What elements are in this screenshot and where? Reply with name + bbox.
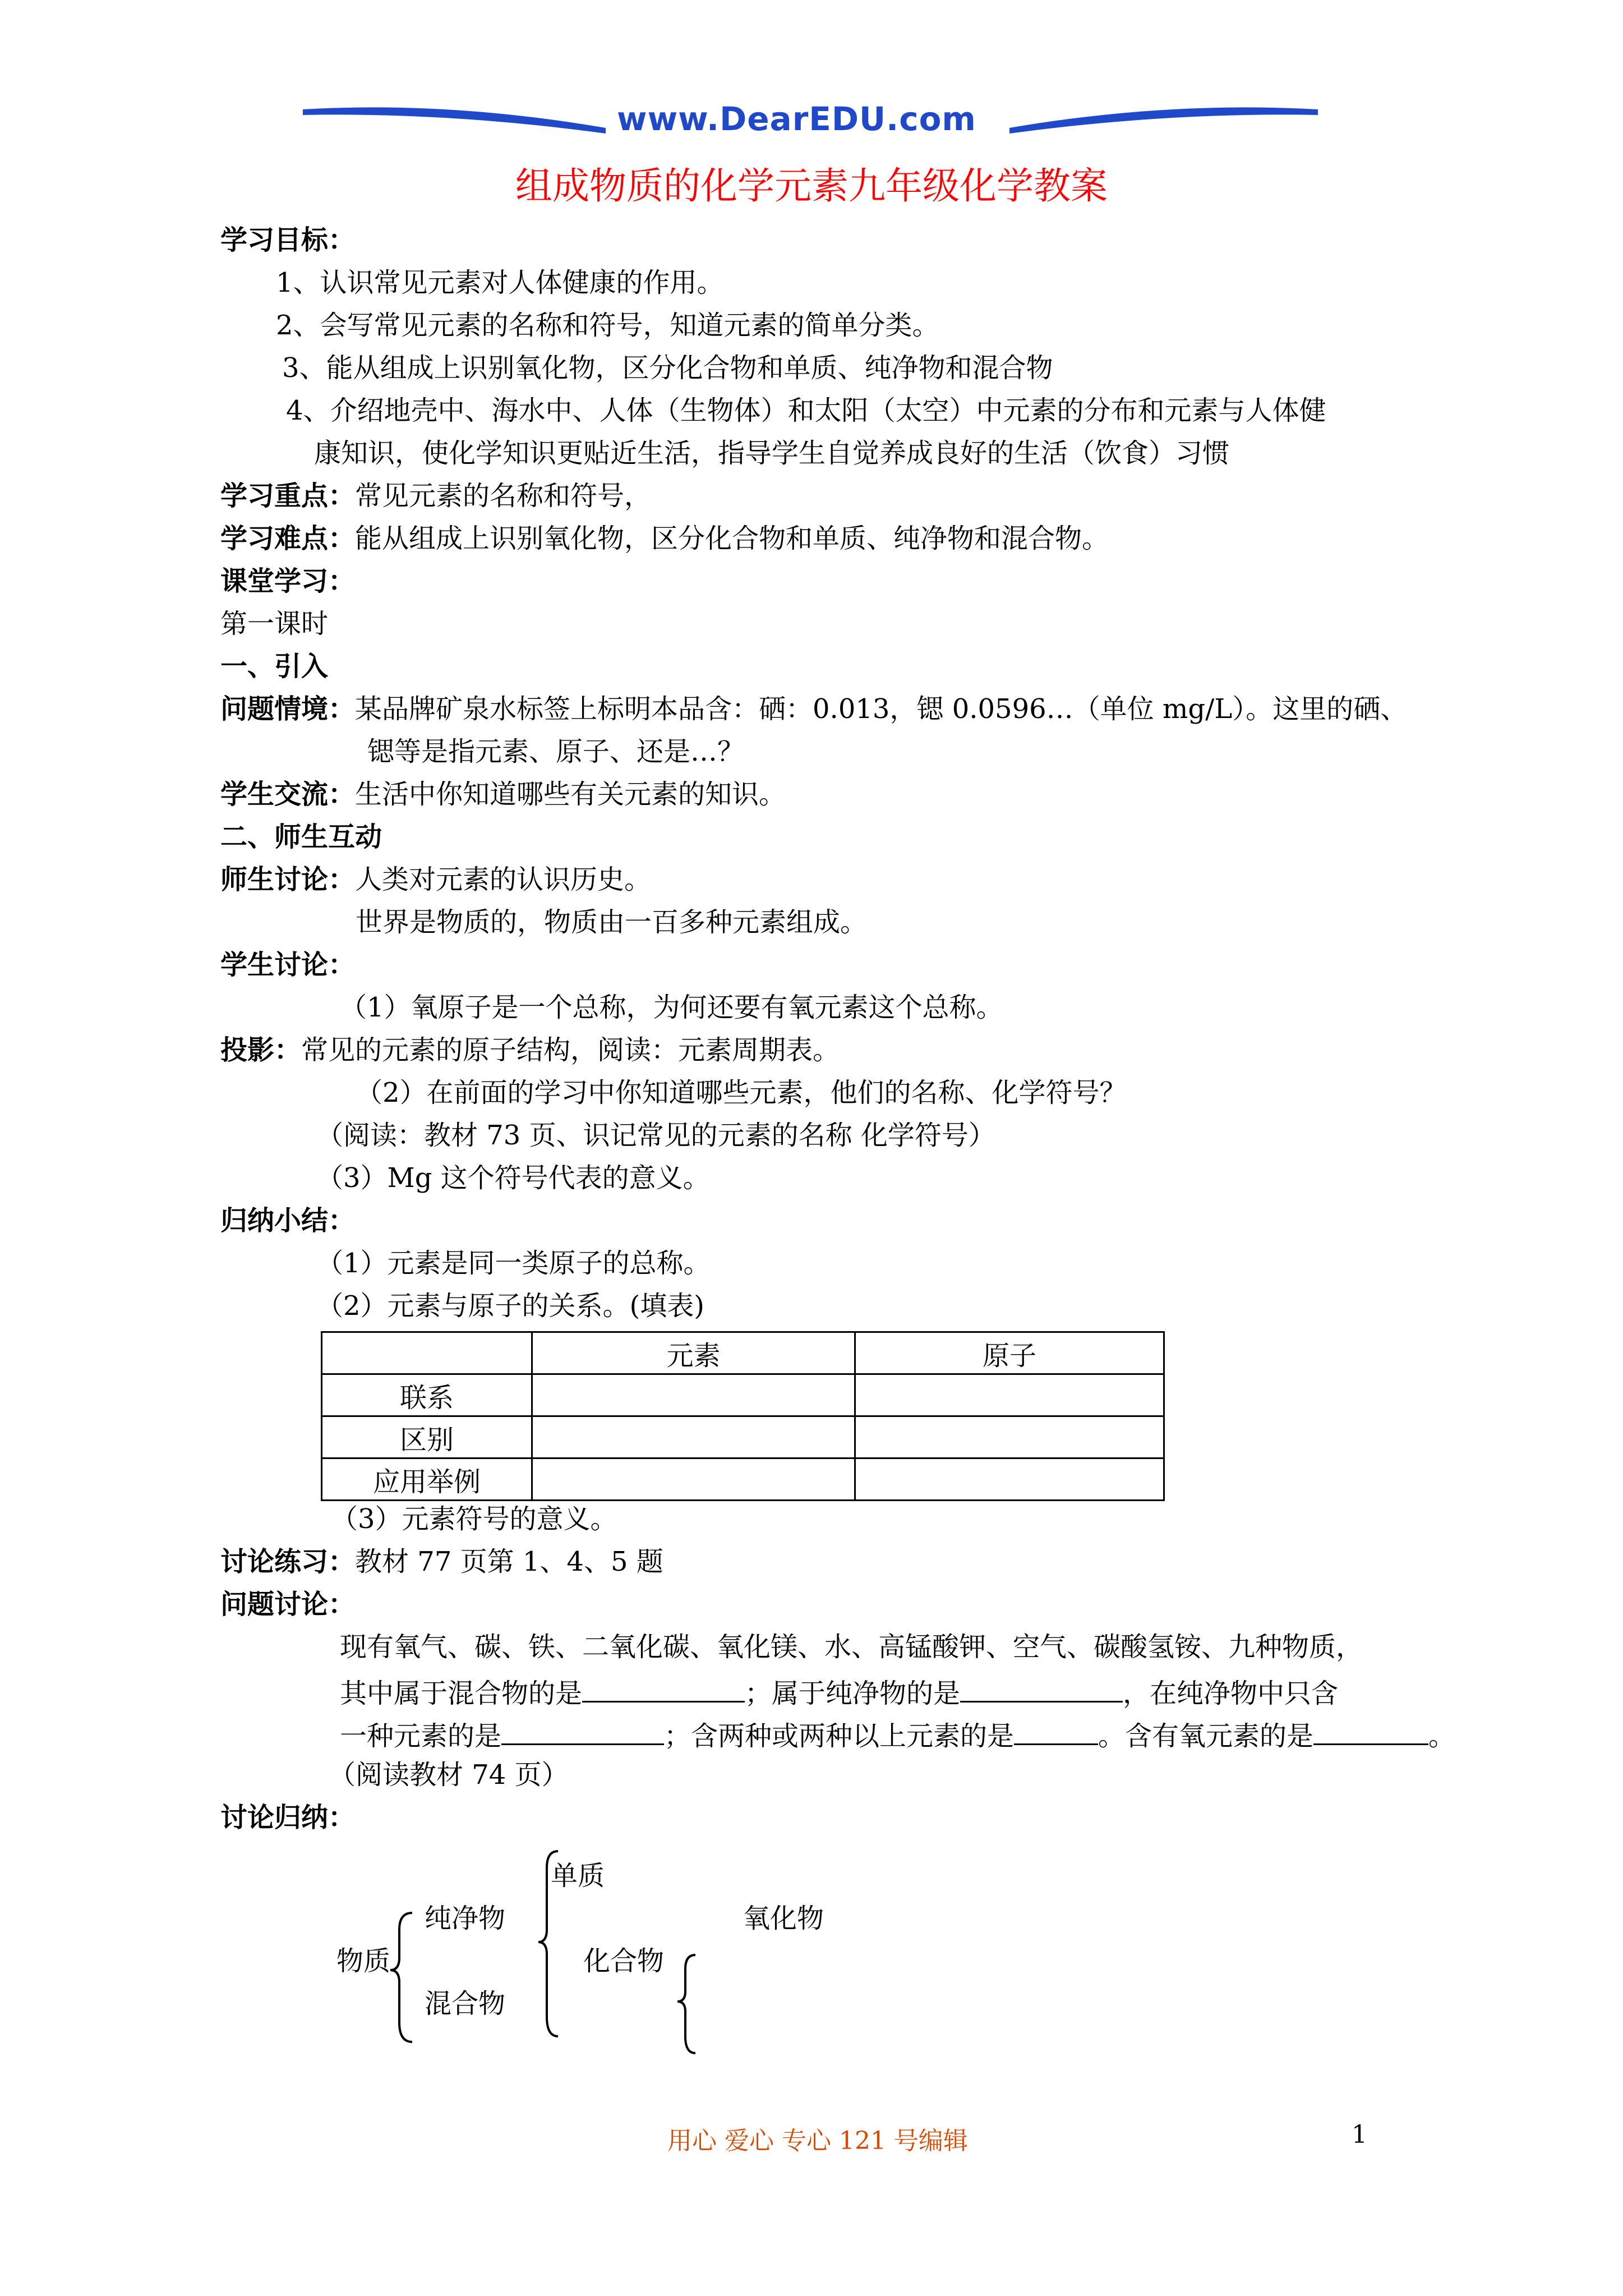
summary-1: （1）元素是同一类原子的总称。 [316, 1248, 711, 1279]
exchange [220, 779, 786, 810]
table-cell[interactable] [855, 1458, 1164, 1501]
table-cell[interactable] [855, 1416, 1164, 1458]
footer-text: 用心 爱心 专心 121 号编辑 [667, 2127, 968, 2155]
question-line-1: 现有氧气、碳、铁、二氧化碳、氧化镁、水、高锰酸钾、空气、碳酸氢铵、九种物质， [340, 1631, 1363, 1663]
blank-oxygen[interactable] [1313, 1717, 1428, 1745]
table-cell[interactable] [532, 1458, 855, 1501]
question-3: （3）Mg 这个符号代表的意义。 [316, 1162, 710, 1194]
brace-substance [390, 1913, 412, 2042]
node-pure: 纯净物 [425, 1903, 506, 1934]
difficulty-label: 学习难点： [220, 523, 356, 554]
row-label: 区别 [322, 1416, 532, 1458]
question-line-3 [340, 1717, 1455, 1752]
objective-item: 4、介绍地壳中、海水中、人体（生物体）和太阳（太空）中元素的分布和元素与人体健 [286, 395, 1326, 426]
question-text: ；属于纯净物的是 [745, 1678, 961, 1709]
question-1: （1）氧原子是一个总称，为何还要有氧元素这个总称。 [340, 992, 1003, 1023]
key-point-label: 学习重点： [220, 480, 356, 512]
summary-2: （2）元素与原子的关系。(填表) [316, 1290, 704, 1322]
question-text: 一种元素的是 [340, 1720, 502, 1752]
table-header: 原子 [855, 1332, 1164, 1374]
table-header: 元素 [532, 1332, 855, 1374]
table-cell[interactable] [532, 1416, 855, 1458]
objective-item: 1、认识常见元素对人体健康的作用。 [276, 267, 724, 298]
node-oxide: 氧化物 [743, 1903, 824, 1934]
practice-label: 讨论练习： [220, 1546, 356, 1577]
element-atom-table [321, 1331, 1165, 1501]
node-compound: 化合物 [583, 1945, 665, 1977]
page-title: 组成物质的化学元素九年级化学教案 [515, 164, 1108, 208]
node-element-substance: 单质 [551, 1860, 605, 1892]
row-label: 应用举例 [322, 1458, 532, 1501]
projection [220, 1034, 840, 1066]
world-text: 世界是物质的，物质由一百多种元素组成。 [356, 907, 868, 938]
key-point-text: 常见元素的名称和符号， [355, 480, 652, 512]
student-discussion-label: 学生讨论： [220, 949, 356, 981]
exchange-label: 学生交流： [220, 779, 356, 810]
question-text: 其中属于混合物的是 [340, 1678, 583, 1709]
table-row [322, 1374, 1164, 1416]
summary-3: （3）元素符号的意义。 [331, 1503, 617, 1535]
practice [220, 1546, 663, 1577]
question-text: 。 [1428, 1720, 1456, 1752]
header-banner [0, 0, 1623, 168]
node-substance: 物质 [336, 1945, 391, 1977]
table-row [322, 1458, 1164, 1501]
node-mixture: 混合物 [425, 1988, 506, 2019]
summary-label: 归纳小结： [220, 1205, 356, 1236]
discussion-text: 人类对元素的认识历史。 [355, 864, 652, 895]
site-logo: www.DearEDU.com [617, 100, 976, 138]
brace-compound [677, 1955, 695, 2053]
table-header-row [322, 1332, 1164, 1374]
key-point [220, 480, 651, 512]
exchange-text: 生活中你知道哪些有关元素的知识。 [355, 779, 786, 810]
table-cell[interactable] [855, 1374, 1164, 1416]
question-text: ，在纯净物中只含 [1123, 1678, 1339, 1709]
table-row [322, 1416, 1164, 1458]
reading-note: （阅读：教材 73 页、识记常见的元素的名称 化学符号） [316, 1120, 995, 1151]
scenario-text-cont: 锶等是指元素、原子、还是…？ [367, 736, 745, 767]
classroom-heading: 课堂学习： [220, 565, 356, 597]
objective-item: 康知识，使化学知识更贴近生活，指导学生自觉养成良好的生活（饮食）习惯 [314, 438, 1230, 469]
intro-heading: 一、引入 [220, 651, 329, 682]
table-cell[interactable] [532, 1374, 855, 1416]
conclusion-label: 讨论归纳： [220, 1802, 356, 1833]
projection-label: 投影： [220, 1034, 302, 1066]
lesson-label: 第一课时 [220, 608, 329, 639]
blank-one-element[interactable] [501, 1717, 664, 1745]
interaction-heading: 二、师生互动 [220, 821, 382, 853]
question-label: 问题讨论： [220, 1589, 356, 1620]
question-line-2 [340, 1674, 1338, 1709]
question-text: ；含两种或两种以上元素的是 [664, 1720, 1015, 1752]
page-number: 1 [1352, 2120, 1367, 2149]
scenario-label: 问题情境： [220, 693, 356, 725]
row-label: 联系 [322, 1374, 532, 1416]
blank-pure[interactable] [960, 1674, 1123, 1703]
practice-text: 教材 77 页第 1、4、5 题 [355, 1546, 663, 1577]
projection-text: 常见的元素的原子结构，阅读：元素周期表。 [301, 1034, 840, 1066]
scenario-text: 某品牌矿泉水标签上标明本品含：硒：0.013，锶 0.0596…（单位 mg/L）。这里的硒、 [355, 693, 1408, 725]
discussion [220, 864, 651, 895]
question-reading: （阅读教材 74 页） [329, 1759, 569, 1791]
discussion-label: 师生讨论： [220, 864, 356, 895]
blank-multi-element[interactable] [1014, 1717, 1098, 1745]
difficulty-text: 能从组成上识别氧化物，区分化合物和单质、纯净物和混合物。 [355, 523, 1109, 554]
objective-item: 3、能从组成上识别氧化物，区分化合物和单质、纯净物和混合物 [282, 352, 1053, 384]
difficulty [220, 523, 1109, 554]
question-text: 。含有氧元素的是 [1098, 1720, 1314, 1752]
objective-item: 2、会写常见元素的名称和符号，知道元素的简单分类。 [276, 310, 939, 341]
question-2: （2）在前面的学习中你知道哪些元素，他们的名称、化学符号？ [356, 1077, 1127, 1108]
blank-mixture[interactable] [582, 1674, 745, 1703]
objectives-heading: 学习目标： [220, 224, 356, 256]
table-header [322, 1332, 532, 1374]
scenario [220, 693, 1407, 725]
